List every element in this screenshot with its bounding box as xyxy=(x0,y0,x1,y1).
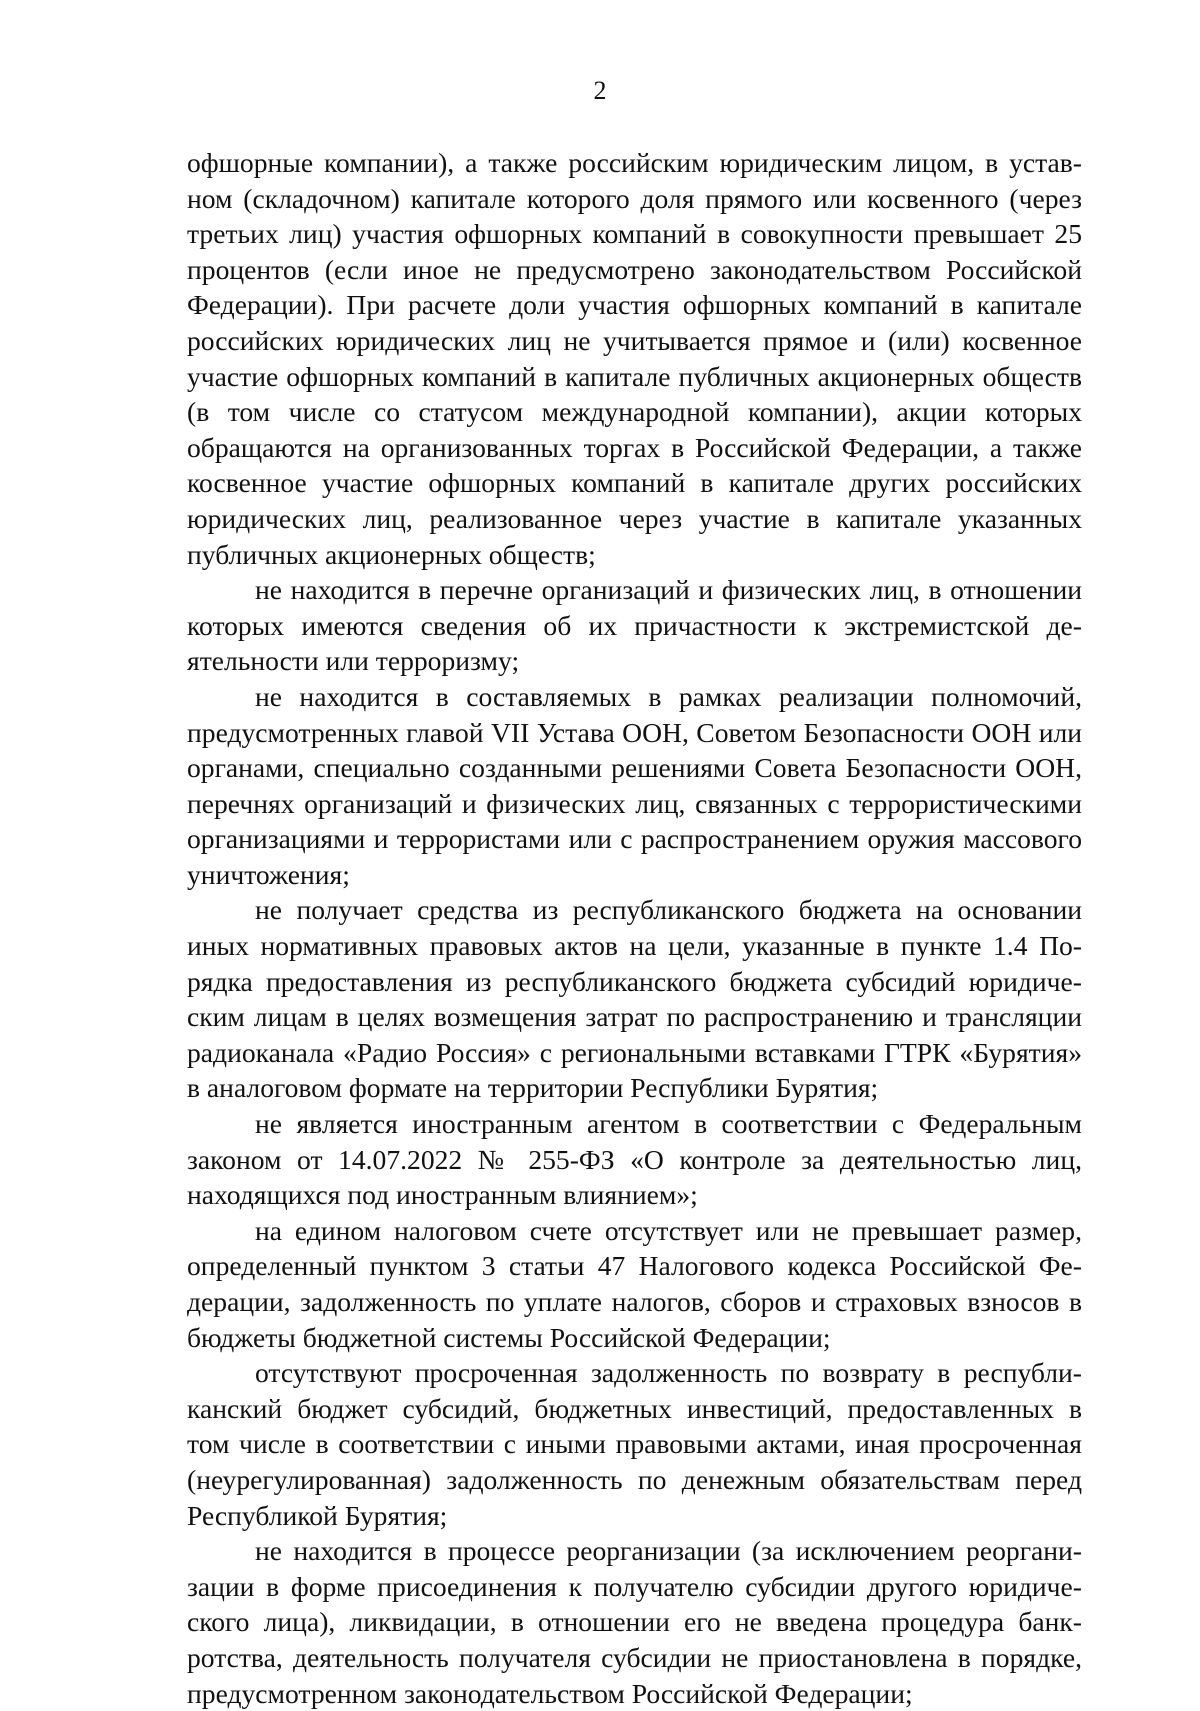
paragraph-extremism-list: не находится в перечне организаций и физических лиц, в отношении которых имеются сведения об их причастности к экстремистской деятельности или терроризму; xyxy=(187,574,1082,677)
paragraph-overdue-debt: отсутствуют просроченная задолженность по возврату в республиканский бюджет субсидий, бюджетных инвестиций, предоставленных в том числе в соответствии с иными правовыми актами, иная просроченная (неурегулированная) задолженность по денежным обязательствам перед Республикой Бурятия; xyxy=(187,1357,1082,1531)
paragraph-offshore-companies: офшорные компании), а также российским юридическим лицом, в уставном (складочном) капитале которого доля прямого или косвенного (через третьих лиц) участия офшорных компаний в совокупности превышает 25 процентов (если иное не предусмотрено законодательством Российской Федерации). При расчете доли участия офшорных компаний в капитале российских юридических лиц не учитывается прямое и (или) косвенное участие офшорных компаний в капитале публичных акционерных обществ (в том числе со статусом международной компании), акции которых обращаются на организованных торгах в Российской Федерации, а также косвенное участие офшорных компаний в капитале других российских юридических лиц, реализованное через участие в капитале указанных публичных акционерных обществ; xyxy=(187,147,1082,570)
paragraph-un-security-council-list: не находится в составляемых в рамках реализации полномочий, предусмотренных главой VII Устава ООН, Советом Безопасности ООН или органами, специально созданными решениями Совета Безопасности ООН, перечнях организаций и физических лиц, связанных с террористическими организациями и террористами или с распространением оружия массового уничтожения; xyxy=(187,680,1082,890)
page-number: 2 xyxy=(593,76,607,105)
document-body xyxy=(187,145,1082,1711)
paragraph-tax-debt: на едином налоговом счете отсутствует или не превышает размер, определенный пунктом 3 статьи 47 Налогового кодекса Российской Федерации, задолженность по уплате налогов, сборов и страховых взносов в бюджеты бюджетной системы Российской Федерации; xyxy=(187,1214,1082,1353)
paragraph-reorganization: не находится в процессе реорганизации (за исключением реорганизации в форме присоединения к получателю субсидии другого юридического лица), ликвидации, в отношении его не введена процедура банкротства, деятельность получателя субсидии не приостановлена в порядке, предусмотренном законодательством Российской Федерации; xyxy=(187,1535,1082,1709)
paragraph-foreign-agent: не является иностранным агентом в соответствии с Федеральным законом от 14.07.2022 № 255-ФЗ «О контроле за деятельностью лиц, находящихся под иностранным влиянием»; xyxy=(187,1108,1082,1211)
paragraph-republican-budget-funds: не получает средства из республиканского бюджета на основании иных нормативных правовых актов на цели, указанные в пункте 1.4 Порядка предоставления из республиканского бюджета субсидий юридическим лицам в целях возмещения затрат по распространению и трансляции радиоканала «Радио Россия» с региональными вставками ГТРК «Бурятия» в аналоговом формате на территории Республики Бурятия; xyxy=(187,894,1082,1104)
